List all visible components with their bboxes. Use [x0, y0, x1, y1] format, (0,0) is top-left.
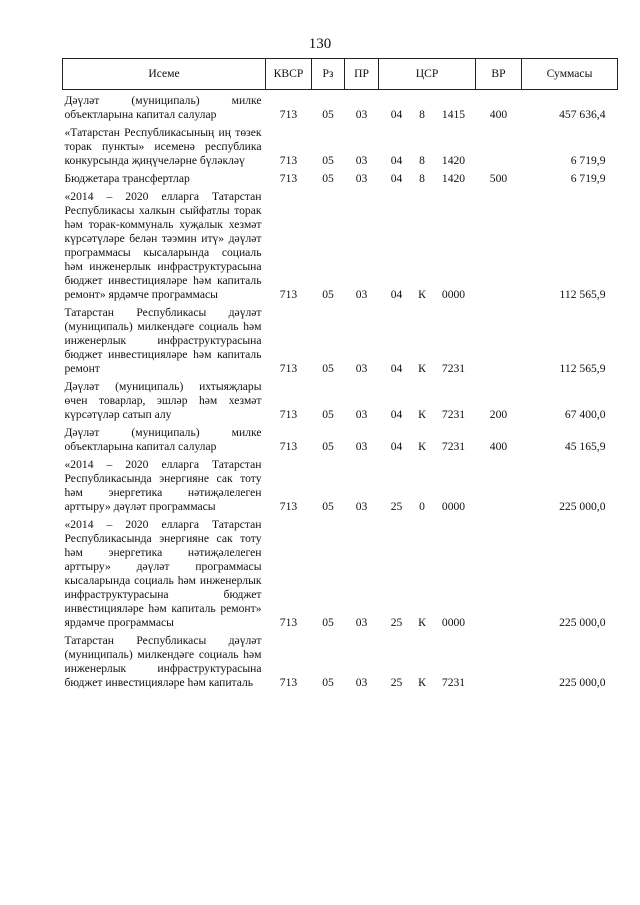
- row-amount: 45 165,9: [564, 440, 606, 453]
- row-amount: 67 400,0: [564, 408, 606, 421]
- row-rz: 05: [322, 154, 334, 167]
- table-header-row: [63, 59, 618, 90]
- row-amount: 6 719,9: [570, 154, 606, 167]
- row-vr: 400: [489, 108, 508, 121]
- row-csr: [379, 186, 476, 302]
- row-csr: [379, 454, 476, 514]
- table-row: [63, 454, 618, 514]
- row-name: Дәүләт (муниципаль) милке объектларына капитал салулар: [64, 426, 262, 453]
- row-csr1: 25: [390, 676, 403, 689]
- header-rz: Рз: [312, 59, 345, 90]
- row-kvsr: 713: [279, 108, 298, 121]
- row-kvsr: 713: [279, 440, 298, 453]
- row-kvsr: 713: [279, 154, 298, 167]
- row-vr: [476, 122, 522, 168]
- row-csr3: 0000: [441, 616, 466, 629]
- row-csr1: 04: [390, 108, 403, 121]
- row-name: Татарстан Республикасы дәүләт (муниципаль) милкендәге социаль һәм инженерлык инфраструктурасына бюджет инвестицияләре һәм капиталь: [64, 634, 262, 689]
- table-row: [63, 302, 618, 376]
- table-row: [63, 122, 618, 168]
- row-csr3: 7231: [441, 676, 466, 689]
- header-vr: ВР: [476, 59, 522, 90]
- row-vr: [476, 630, 522, 690]
- row-csr2: К: [418, 676, 426, 689]
- row-csr1: 04: [390, 172, 403, 185]
- row-name: «2014 – 2020 елларга Татарстан Республикасында энергияне сак тоту һәм энергетика нәтиҗәлелеген арттыру» дәүләт программасы: [64, 458, 262, 513]
- table-row: [63, 514, 618, 630]
- row-csr3: 1420: [441, 172, 466, 185]
- row-kvsr: 713: [279, 616, 298, 629]
- row-csr1: 04: [390, 440, 403, 453]
- row-csr2: 8: [419, 108, 425, 121]
- row-csr: [379, 122, 476, 168]
- header-amount: Суммасы: [522, 59, 618, 90]
- row-csr2: К: [418, 362, 426, 375]
- row-amount: 6 719,9: [570, 172, 606, 185]
- row-name: Дәүләт (муниципаль) милке объектларына капитал салулар: [64, 94, 262, 121]
- row-rz: 05: [322, 616, 334, 629]
- row-amount: 112 565,9: [559, 288, 606, 301]
- table-row: [63, 422, 618, 454]
- row-csr1: 04: [390, 362, 403, 375]
- row-csr2: К: [418, 440, 426, 453]
- row-rz: 05: [322, 108, 334, 121]
- row-pr: 03: [355, 676, 368, 689]
- row-rz: 05: [322, 362, 334, 375]
- table-row: [63, 90, 618, 123]
- row-rz: 05: [322, 500, 334, 513]
- row-kvsr: 713: [279, 676, 298, 689]
- row-vr: 500: [489, 172, 508, 185]
- row-csr2: К: [418, 408, 426, 421]
- row-csr1: 25: [390, 616, 403, 629]
- row-name: «2014 – 2020 елларга Татарстан Республикасы халкын сыйфатлы торак һәм торак-коммуналь хуҗалык хезмәт күрсәтүләре белән тәэмин итү» дәүләт программасы кысаларында социаль һәм инженерлык инфраструктурасына бюджет инвестицияләре һәм капиталь ремонт» ярдәмче программасы: [64, 190, 262, 301]
- row-vr: [476, 454, 522, 514]
- row-pr: 03: [355, 154, 368, 167]
- row-kvsr: 713: [279, 172, 298, 185]
- row-pr: 03: [355, 500, 368, 513]
- row-name: Дәүләт (муниципаль) ихтыяҗлары өчен товарлар, эшләр һәм хезмәт күрсәтүләр сатып алу: [64, 380, 262, 421]
- row-csr2: К: [418, 288, 426, 301]
- row-kvsr: 713: [279, 362, 298, 375]
- row-pr: 03: [355, 108, 368, 121]
- row-amount: 112 565,9: [559, 362, 606, 375]
- row-name: Татарстан Республикасы дәүләт (муниципаль) милкендәге социаль һәм инженерлык инфраструктурасына бюджет инвестицияләре һәм капиталь ремонт: [64, 306, 262, 375]
- row-pr: 03: [355, 616, 368, 629]
- page-number: 130: [308, 36, 332, 52]
- row-name: Бюджетара трансфертлар: [64, 172, 190, 185]
- row-vr: [476, 302, 522, 376]
- row-csr1: 04: [390, 288, 403, 301]
- row-csr: [379, 302, 476, 376]
- table-row: [63, 168, 618, 186]
- row-csr3: 1420: [441, 154, 466, 167]
- row-rz: 05: [322, 288, 334, 301]
- row-pr: 03: [355, 408, 368, 421]
- row-amount: 225 000,0: [559, 616, 606, 629]
- row-rz: 05: [322, 408, 334, 421]
- row-pr: 03: [355, 288, 368, 301]
- row-csr2: К: [418, 616, 426, 629]
- table-row: [63, 630, 618, 690]
- row-csr1: 04: [390, 408, 403, 421]
- row-csr3: 0000: [441, 500, 466, 513]
- row-csr1: 04: [390, 154, 403, 167]
- header-pr: ПР: [345, 59, 379, 90]
- row-csr3: 0000: [441, 288, 466, 301]
- row-kvsr: 713: [279, 288, 298, 301]
- row-csr3: 7231: [441, 440, 466, 453]
- row-vr: [476, 514, 522, 630]
- row-csr: [379, 376, 476, 422]
- row-csr: [379, 514, 476, 630]
- row-csr: [379, 90, 476, 123]
- header-csr: ЦСР: [379, 59, 476, 90]
- row-csr3: 7231: [441, 362, 466, 375]
- row-vr: 200: [489, 408, 508, 421]
- row-csr1: 25: [390, 500, 403, 513]
- budget-table: [62, 58, 618, 690]
- row-pr: 03: [355, 362, 368, 375]
- row-pr: 03: [355, 172, 368, 185]
- row-pr: 03: [355, 440, 368, 453]
- row-csr2: 8: [419, 172, 425, 185]
- row-csr: [379, 168, 476, 186]
- row-rz: 05: [322, 676, 334, 689]
- row-rz: 05: [322, 172, 334, 185]
- row-kvsr: 713: [279, 500, 298, 513]
- table-row: [63, 186, 618, 302]
- row-csr2: 0: [419, 500, 425, 513]
- row-name: «2014 – 2020 елларга Татарстан Республикасында энергияне сак тоту һәм энергетика нәтиҗәлелеген арттыру» дәүләт программасы кысаларында социаль һәм инженерлык инфраструктурасына бюджет инвестицияләре һәм капиталь ремонт» ярдәмче программасы: [64, 518, 262, 629]
- row-rz: 05: [322, 440, 334, 453]
- row-amount: 457 636,4: [559, 108, 606, 121]
- header-name: Исеме: [63, 59, 266, 90]
- table-row: [63, 376, 618, 422]
- row-name: «Татарстан Республикасының иң төзек торак пункты» исеменә республика конкурсында җиңүчеләрне бүләкләү: [64, 126, 262, 167]
- row-csr3: 7231: [441, 408, 466, 421]
- row-csr3: 1415: [441, 108, 466, 121]
- row-amount: 225 000,0: [559, 676, 606, 689]
- row-kvsr: 713: [279, 408, 298, 421]
- row-vr: 400: [489, 440, 508, 453]
- row-vr: [476, 186, 522, 302]
- row-csr2: 8: [419, 154, 425, 167]
- header-kvsr: КВСР: [266, 59, 312, 90]
- row-csr: [379, 422, 476, 454]
- row-csr: [379, 630, 476, 690]
- row-amount: 225 000,0: [559, 500, 606, 513]
